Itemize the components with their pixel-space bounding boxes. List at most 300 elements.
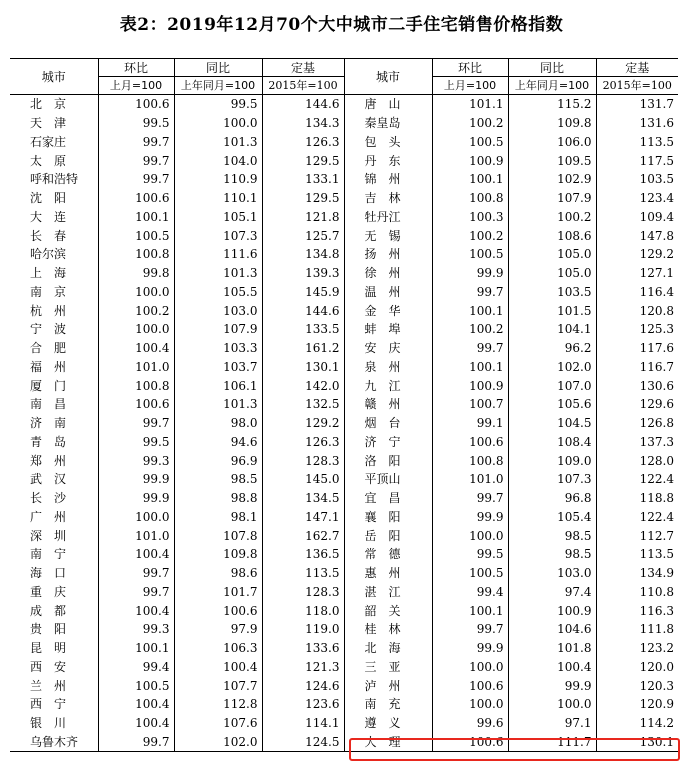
city-cell: 武 汉 xyxy=(30,472,67,487)
mom-cell: 100.0 xyxy=(432,658,508,677)
mom-cell: 99.7 xyxy=(98,133,174,152)
yoy-subheader-right: 上年同月=100 xyxy=(508,77,596,95)
city-cell: 福 州 xyxy=(30,359,67,374)
yoy-cell: 107.8 xyxy=(174,526,262,545)
yoy-cell: 103.3 xyxy=(174,339,262,358)
yoy-cell: 107.6 xyxy=(174,714,262,733)
mom-cell: 100.0 xyxy=(98,320,174,339)
city-cell: 西 宁 xyxy=(30,697,67,712)
base-cell: 114.1 xyxy=(262,714,344,733)
base-cell: 126.3 xyxy=(262,133,344,152)
yoy-cell: 103.0 xyxy=(508,564,596,583)
mom-cell: 100.2 xyxy=(98,301,174,320)
yoy-cell: 101.7 xyxy=(174,583,262,602)
base-cell: 113.5 xyxy=(262,564,344,583)
base-cell: 124.6 xyxy=(262,676,344,695)
mom-cell: 101.0 xyxy=(98,358,174,377)
mom-cell: 100.4 xyxy=(98,545,174,564)
base-cell: 118.0 xyxy=(262,601,344,620)
table-row xyxy=(10,676,678,695)
city-cell: 南 宁 xyxy=(30,547,67,562)
city-cell: 遵 义 xyxy=(344,714,432,733)
mom-cell: 99.1 xyxy=(432,414,508,433)
base-cell: 130.6 xyxy=(596,376,678,395)
mom-cell: 100.4 xyxy=(98,714,174,733)
yoy-cell: 100.4 xyxy=(508,658,596,677)
base-cell: 131.6 xyxy=(596,114,678,133)
mom-cell: 100.0 xyxy=(98,508,174,527)
base-cell: 124.5 xyxy=(262,733,344,752)
city-cell: 襄 阳 xyxy=(344,508,432,527)
table-row xyxy=(10,151,678,170)
base-cell: 103.5 xyxy=(596,170,678,189)
base-cell: 118.8 xyxy=(596,489,678,508)
city-header-left: 城市 xyxy=(10,59,98,95)
city-cell: 青 岛 xyxy=(30,434,67,449)
base-cell: 134.3 xyxy=(262,114,344,133)
yoy-cell: 100.4 xyxy=(174,658,262,677)
yoy-cell: 96.8 xyxy=(508,489,596,508)
city-cell: 广 州 xyxy=(30,509,67,524)
city-cell: 哈尔滨 xyxy=(30,247,67,262)
city-cell: 韶 关 xyxy=(344,601,432,620)
base-cell: 122.4 xyxy=(596,470,678,489)
base-cell: 119.0 xyxy=(262,620,344,639)
base-cell: 128.3 xyxy=(262,583,344,602)
mom-cell: 100.4 xyxy=(98,601,174,620)
table-title: 表2：2019年12月70个大中城市二手住宅销售价格指数 xyxy=(119,15,564,35)
yoy-cell: 97.1 xyxy=(508,714,596,733)
mom-cell: 99.6 xyxy=(432,714,508,733)
mom-cell: 101.1 xyxy=(432,95,508,114)
city-cell: 杭 州 xyxy=(30,303,67,318)
yoy-cell: 107.9 xyxy=(174,320,262,339)
city-cell: 兰 州 xyxy=(30,678,67,693)
city-cell: 常 德 xyxy=(344,545,432,564)
city-cell: 温 州 xyxy=(344,283,432,302)
mom-cell: 100.1 xyxy=(432,358,508,377)
yoy-cell: 98.5 xyxy=(508,545,596,564)
mom-cell: 100.5 xyxy=(98,226,174,245)
base-cell: 137.3 xyxy=(596,433,678,452)
mom-cell: 100.8 xyxy=(98,245,174,264)
mom-cell: 99.9 xyxy=(98,489,174,508)
yoy-cell: 97.4 xyxy=(508,583,596,602)
yoy-cell: 98.6 xyxy=(174,564,262,583)
city-cell: 安 庆 xyxy=(344,339,432,358)
city-cell: 唐 山 xyxy=(344,95,432,114)
mom-cell: 100.2 xyxy=(432,114,508,133)
city-cell: 惠 州 xyxy=(344,564,432,583)
mom-cell: 99.7 xyxy=(432,339,508,358)
table-row xyxy=(10,208,678,227)
base-subheader-left: 2015年=100 xyxy=(262,77,344,95)
city-cell: 南 充 xyxy=(344,695,432,714)
city-cell: 湛 江 xyxy=(344,583,432,602)
base-cell: 145.9 xyxy=(262,283,344,302)
yoy-cell: 112.8 xyxy=(174,695,262,714)
yoy-cell: 106.1 xyxy=(174,376,262,395)
yoy-cell: 98.0 xyxy=(174,414,262,433)
base-cell: 129.2 xyxy=(262,414,344,433)
yoy-cell: 104.6 xyxy=(508,620,596,639)
city-cell: 吉 林 xyxy=(344,189,432,208)
table-row xyxy=(10,170,678,189)
city-cell: 成 都 xyxy=(30,603,67,618)
yoy-cell: 105.5 xyxy=(174,283,262,302)
table-row xyxy=(10,189,678,208)
yoy-header-right: 同比 xyxy=(508,59,596,77)
base-cell: 125.7 xyxy=(262,226,344,245)
base-cell: 145.0 xyxy=(262,470,344,489)
city-cell: 牡丹江 xyxy=(344,208,432,227)
base-cell: 112.7 xyxy=(596,526,678,545)
table-row xyxy=(10,339,678,358)
base-cell: 134.5 xyxy=(262,489,344,508)
table-row xyxy=(10,264,678,283)
mom-cell: 99.9 xyxy=(432,508,508,527)
mom-subheader-right: 上月=100 xyxy=(432,77,508,95)
base-cell: 131.7 xyxy=(596,95,678,114)
yoy-cell: 101.3 xyxy=(174,133,262,152)
city-cell: 锦 州 xyxy=(344,170,432,189)
city-cell: 北 海 xyxy=(344,639,432,658)
yoy-cell: 97.9 xyxy=(174,620,262,639)
base-cell: 120.9 xyxy=(596,695,678,714)
yoy-cell: 106.3 xyxy=(174,639,262,658)
city-cell: 重 庆 xyxy=(30,584,67,599)
city-cell: 泸 州 xyxy=(344,676,432,695)
base-cell: 142.0 xyxy=(262,376,344,395)
base-cell: 122.4 xyxy=(596,508,678,527)
city-cell: 丹 东 xyxy=(344,151,432,170)
yoy-cell: 98.1 xyxy=(174,508,262,527)
yoy-cell: 102.0 xyxy=(508,358,596,377)
base-cell: 144.6 xyxy=(262,301,344,320)
city-cell: 蚌 埠 xyxy=(344,320,432,339)
city-cell: 沈 阳 xyxy=(30,191,67,206)
base-cell: 133.1 xyxy=(262,170,344,189)
yoy-cell: 107.3 xyxy=(508,470,596,489)
mom-cell: 100.5 xyxy=(432,564,508,583)
mom-cell: 100.8 xyxy=(432,189,508,208)
mom-cell: 99.7 xyxy=(98,170,174,189)
city-cell: 宁 波 xyxy=(30,322,67,337)
table-row xyxy=(10,376,678,395)
city-cell: 秦皇岛 xyxy=(344,114,432,133)
base-cell: 114.2 xyxy=(596,714,678,733)
yoy-subheader-left: 上年同月=100 xyxy=(174,77,262,95)
city-cell: 济 南 xyxy=(30,416,67,431)
city-cell: 无 锡 xyxy=(344,226,432,245)
mom-cell: 99.8 xyxy=(98,264,174,283)
table-row xyxy=(10,395,678,414)
city-cell: 扬 州 xyxy=(344,245,432,264)
yoy-cell: 103.5 xyxy=(508,283,596,302)
city-cell: 呼和浩特 xyxy=(30,172,79,187)
city-cell: 长 春 xyxy=(30,228,67,243)
base-cell: 161.2 xyxy=(262,339,344,358)
table-row xyxy=(10,414,678,433)
city-cell: 石家庄 xyxy=(30,134,67,149)
mom-cell: 100.0 xyxy=(432,695,508,714)
base-cell: 133.6 xyxy=(262,639,344,658)
yoy-cell: 104.1 xyxy=(508,320,596,339)
city-cell: 三 亚 xyxy=(344,658,432,677)
yoy-cell: 101.5 xyxy=(508,301,596,320)
base-cell: 109.4 xyxy=(596,208,678,227)
city-cell: 昆 明 xyxy=(30,641,67,656)
yoy-cell: 105.0 xyxy=(508,245,596,264)
base-header-right: 定基 xyxy=(596,59,678,77)
yoy-cell: 104.0 xyxy=(174,151,262,170)
city-cell: 泉 州 xyxy=(344,358,432,377)
mom-cell: 99.7 xyxy=(432,283,508,302)
city-cell: 长 沙 xyxy=(30,491,67,506)
yoy-cell: 96.2 xyxy=(508,339,596,358)
base-cell: 133.5 xyxy=(262,320,344,339)
city-cell: 南 昌 xyxy=(30,397,67,412)
table-row xyxy=(10,226,678,245)
base-cell: 120.3 xyxy=(596,676,678,695)
yoy-cell: 98.8 xyxy=(174,489,262,508)
table-row xyxy=(10,470,678,489)
base-cell: 126.8 xyxy=(596,414,678,433)
base-cell: 113.5 xyxy=(596,133,678,152)
mom-cell: 100.2 xyxy=(432,226,508,245)
city-cell: 厦 门 xyxy=(30,378,67,393)
city-cell: 岳 阳 xyxy=(344,526,432,545)
city-header-right: 城市 xyxy=(344,59,432,95)
mom-cell: 100.6 xyxy=(98,95,174,114)
yoy-cell: 101.3 xyxy=(174,395,262,414)
mom-cell: 99.4 xyxy=(432,583,508,602)
mom-cell: 100.6 xyxy=(432,433,508,452)
base-cell: 129.5 xyxy=(262,151,344,170)
yoy-cell: 107.0 xyxy=(508,376,596,395)
base-cell: 130.1 xyxy=(262,358,344,377)
city-cell: 天 津 xyxy=(30,116,67,131)
yoy-cell: 96.9 xyxy=(174,451,262,470)
base-cell: 136.5 xyxy=(262,545,344,564)
table-row xyxy=(10,526,678,545)
table-row xyxy=(10,508,678,527)
mom-cell: 100.9 xyxy=(432,151,508,170)
mom-cell: 99.5 xyxy=(98,114,174,133)
city-cell: 合 肥 xyxy=(30,341,67,356)
table-body xyxy=(10,95,678,752)
table-row xyxy=(10,358,678,377)
city-cell: 大 理 xyxy=(344,733,432,752)
base-cell: 132.5 xyxy=(262,395,344,414)
mom-cell: 99.9 xyxy=(98,470,174,489)
yoy-cell: 107.7 xyxy=(174,676,262,695)
mom-cell: 99.5 xyxy=(98,433,174,452)
mom-cell: 100.1 xyxy=(432,301,508,320)
yoy-cell: 109.5 xyxy=(508,151,596,170)
yoy-cell: 106.0 xyxy=(508,133,596,152)
base-cell: 127.1 xyxy=(596,264,678,283)
base-cell: 123.6 xyxy=(262,695,344,714)
yoy-cell: 104.5 xyxy=(508,414,596,433)
city-cell: 烟 台 xyxy=(344,414,432,433)
table-row xyxy=(10,283,678,302)
mom-cell: 100.4 xyxy=(98,339,174,358)
yoy-cell: 105.0 xyxy=(508,264,596,283)
base-cell: 111.8 xyxy=(596,620,678,639)
mom-cell: 100.5 xyxy=(432,245,508,264)
yoy-cell: 110.1 xyxy=(174,189,262,208)
base-cell: 123.4 xyxy=(596,189,678,208)
base-cell: 134.8 xyxy=(262,245,344,264)
yoy-cell: 100.0 xyxy=(174,114,262,133)
city-cell: 北 京 xyxy=(30,97,67,112)
yoy-cell: 109.8 xyxy=(174,545,262,564)
yoy-cell: 105.4 xyxy=(508,508,596,527)
base-cell: 116.3 xyxy=(596,601,678,620)
base-cell: 116.7 xyxy=(596,358,678,377)
base-cell: 128.3 xyxy=(262,451,344,470)
yoy-cell: 105.1 xyxy=(174,208,262,227)
base-cell: 147.8 xyxy=(596,226,678,245)
city-cell: 贵 阳 xyxy=(30,622,67,637)
table-row xyxy=(10,433,678,452)
mom-cell: 99.9 xyxy=(432,264,508,283)
base-cell: 130.1 xyxy=(596,733,678,752)
base-header-left: 定基 xyxy=(262,59,344,77)
table-row xyxy=(10,451,678,470)
table-row xyxy=(10,245,678,264)
table-row xyxy=(10,320,678,339)
city-cell: 金 华 xyxy=(344,301,432,320)
mom-cell: 99.4 xyxy=(98,658,174,677)
city-cell: 平顶山 xyxy=(344,470,432,489)
mom-cell: 101.0 xyxy=(98,526,174,545)
yoy-cell: 100.9 xyxy=(508,601,596,620)
mom-cell: 100.8 xyxy=(98,376,174,395)
table-row xyxy=(10,489,678,508)
mom-cell: 100.1 xyxy=(98,639,174,658)
city-cell: 南 京 xyxy=(30,284,67,299)
yoy-cell: 98.5 xyxy=(174,470,262,489)
city-cell: 深 圳 xyxy=(30,528,67,543)
base-cell: 117.5 xyxy=(596,151,678,170)
base-cell: 120.0 xyxy=(596,658,678,677)
table-row xyxy=(10,733,678,752)
yoy-cell: 102.9 xyxy=(508,170,596,189)
city-cell: 西 安 xyxy=(30,659,67,674)
mom-cell: 99.7 xyxy=(98,414,174,433)
yoy-cell: 111.6 xyxy=(174,245,262,264)
base-cell: 121.3 xyxy=(262,658,344,677)
mom-cell: 100.6 xyxy=(98,395,174,414)
mom-cell: 99.9 xyxy=(432,639,508,658)
table-row xyxy=(10,545,678,564)
base-cell: 113.5 xyxy=(596,545,678,564)
yoy-cell: 109.0 xyxy=(508,451,596,470)
city-cell: 上 海 xyxy=(30,266,67,281)
yoy-cell: 101.8 xyxy=(508,639,596,658)
base-cell: 147.1 xyxy=(262,508,344,527)
table-row xyxy=(10,583,678,602)
city-cell: 包 头 xyxy=(344,133,432,152)
base-cell: 125.3 xyxy=(596,320,678,339)
yoy-cell: 94.6 xyxy=(174,433,262,452)
base-cell: 117.6 xyxy=(596,339,678,358)
yoy-cell: 107.9 xyxy=(508,189,596,208)
mom-cell: 100.1 xyxy=(432,601,508,620)
table-row xyxy=(10,564,678,583)
mom-cell: 100.4 xyxy=(98,695,174,714)
base-cell: 162.7 xyxy=(262,526,344,545)
mom-cell: 100.9 xyxy=(432,376,508,395)
table-row xyxy=(10,301,678,320)
mom-cell: 99.7 xyxy=(432,620,508,639)
base-cell: 144.6 xyxy=(262,95,344,114)
table-row xyxy=(10,658,678,677)
mom-cell: 100.7 xyxy=(432,395,508,414)
mom-cell: 100.1 xyxy=(98,208,174,227)
base-cell: 134.9 xyxy=(596,564,678,583)
yoy-header-left: 同比 xyxy=(174,59,262,77)
mom-cell: 100.6 xyxy=(432,676,508,695)
mom-cell: 99.7 xyxy=(98,583,174,602)
city-cell: 洛 阳 xyxy=(344,451,432,470)
base-cell: 123.2 xyxy=(596,639,678,658)
price-index-table xyxy=(10,58,678,752)
city-cell: 大 连 xyxy=(30,209,67,224)
table-row xyxy=(10,620,678,639)
mom-cell: 100.5 xyxy=(98,676,174,695)
yoy-cell: 99.5 xyxy=(174,95,262,114)
yoy-cell: 101.3 xyxy=(174,264,262,283)
base-cell: 139.3 xyxy=(262,264,344,283)
yoy-cell: 108.6 xyxy=(508,226,596,245)
yoy-cell: 100.0 xyxy=(508,695,596,714)
mom-cell: 100.8 xyxy=(432,451,508,470)
table-row xyxy=(10,133,678,152)
base-subheader-right: 2015年=100 xyxy=(596,77,678,95)
table-row xyxy=(10,95,678,114)
yoy-cell: 108.4 xyxy=(508,433,596,452)
mom-cell: 99.7 xyxy=(98,733,174,752)
mom-subheader-left: 上月=100 xyxy=(98,77,174,95)
mom-header-right: 环比 xyxy=(432,59,508,77)
table-row xyxy=(10,639,678,658)
yoy-cell: 103.0 xyxy=(174,301,262,320)
yoy-cell: 100.6 xyxy=(174,601,262,620)
table-row xyxy=(10,114,678,133)
yoy-cell: 105.6 xyxy=(508,395,596,414)
city-cell: 海 口 xyxy=(30,566,67,581)
yoy-cell: 98.5 xyxy=(508,526,596,545)
yoy-cell: 115.2 xyxy=(508,95,596,114)
yoy-cell: 111.7 xyxy=(508,733,596,752)
mom-cell: 100.6 xyxy=(98,189,174,208)
base-cell: 129.5 xyxy=(262,189,344,208)
base-cell: 110.8 xyxy=(596,583,678,602)
base-cell: 120.8 xyxy=(596,301,678,320)
mom-cell: 99.3 xyxy=(98,451,174,470)
city-cell: 九 江 xyxy=(344,376,432,395)
base-cell: 126.3 xyxy=(262,433,344,452)
mom-cell: 99.5 xyxy=(432,545,508,564)
yoy-cell: 99.9 xyxy=(508,676,596,695)
city-cell: 银 川 xyxy=(30,716,67,731)
base-cell: 128.0 xyxy=(596,451,678,470)
mom-header-left: 环比 xyxy=(98,59,174,77)
mom-cell: 99.7 xyxy=(432,489,508,508)
